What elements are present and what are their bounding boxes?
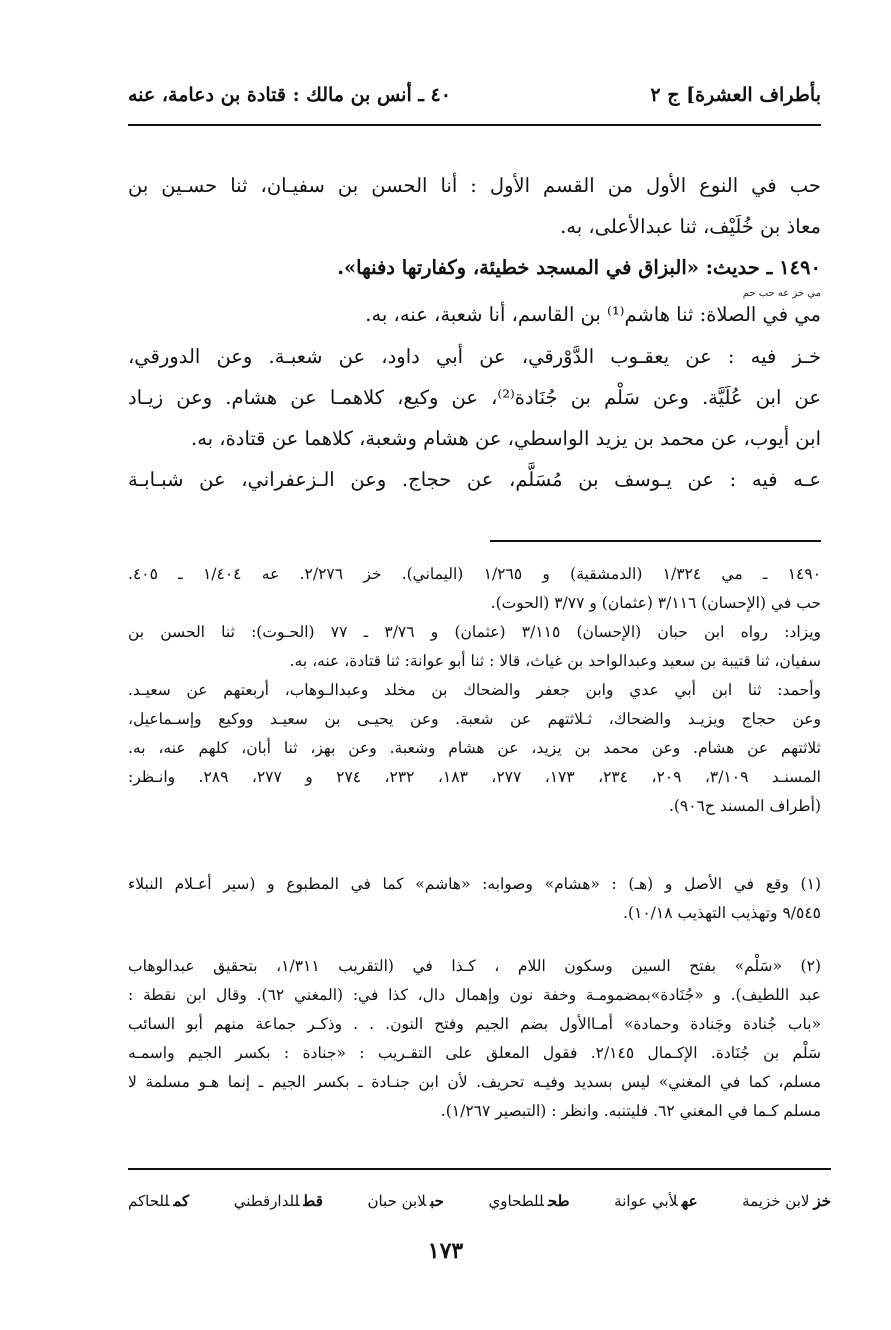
abbr-name: لابن خزيمة <box>742 1192 810 1210</box>
header-rule <box>128 124 821 126</box>
abbr-item <box>234 1192 323 1210</box>
abbr-item <box>489 1192 570 1210</box>
abbr-name: للحاكم <box>128 1192 170 1210</box>
header-chapter: ٤٠ ـ أنس بن مالك : قتادة بن دعامة، عنه <box>128 84 451 106</box>
abbr-name: لأبي عوانة <box>614 1192 678 1210</box>
note-line: سفيان، ثنا قتيبة بن سعيد وعبدالواحد بن غياث، قالا : ثنا أبو عوانة: ثنا قتادة، عنه، به. <box>289 652 821 670</box>
note-line: (١) وقع في الأصل و (هـ) : «هشام» وصوابه: «هاشم» كما في المطبوع و (سير أعـلام النبلاء <box>128 875 821 893</box>
text-line: معاذ بن خُلَيْف، ثنا عبدالأعلى، به. <box>560 215 821 238</box>
note-line: مسلم، كما في المغني» ليس بسديد وفيـه تحريف. لأن ابن جنـادة ـ بكسر الجيم ـ إنما هـو مسلمة لا <box>128 1073 821 1091</box>
hadith-heading: ١٤٩٠ ـ حديث: «البزاق في المسجد خطيئة، وكفارتها دفنها». <box>337 256 821 279</box>
footnote-references <box>128 560 821 821</box>
abbr-code: قط <box>303 1192 323 1210</box>
header-volume: بأطراف العشرة] ج ٢ <box>650 84 821 106</box>
text-line: حب في النوع الأول من القسم الأول : أنا الحسن بن سفيـان، ثنا حسـين بن <box>128 174 821 197</box>
footer-rule <box>128 1168 831 1170</box>
footnote-2 <box>128 952 821 1126</box>
text-line: خـز فيه : عن يعقـوب الدَّوْرقي، عن أبي داود، عن شعبـة. وعن الدورقي، <box>128 345 821 368</box>
abbr-item <box>367 1192 444 1210</box>
margin-note: مي خز عه حب حم <box>742 288 821 299</box>
note-line: وأحمد: ثنا ابن أبي عدي وابن جعفر والضحاك بن مخلد وعبدالـوهاب، أربعتهم عن سعيـد. <box>128 681 821 699</box>
abbr-code: خز <box>813 1192 831 1210</box>
abbr-code: كم <box>173 1192 190 1210</box>
note-line: عبد اللطيف). و «جُنَادة»بمضمومـة وخفة نون وإهمال دال، كذا في: (المغني ٦٢). وقال ابن نقطة : <box>128 986 821 1004</box>
abbr-name: لابن حبان <box>367 1192 427 1210</box>
note-line: «باب جُنادة وجَنادة وحمادة» أمـاالأول بضم الجيم وفتح النون. . . وذكـر جماعة منهم أبو السائب <box>128 1015 821 1033</box>
note-line: سَلْم بن جُنَادة. الإكـمال ٢/١٤٥. فقول المعلق على التقـريب : «جنادة : بكسر الجيم واسمـه <box>128 1044 821 1062</box>
text-line: عن ابن عُلَيَّة. وعن سَلْم بن جُنَادة⁽²⁾، عن وكيع، كلاهمـا عن هشام. وعن زيـاد <box>128 386 821 409</box>
note-line: ويزاد: رواه ابن حبان (الإحسان) ٣/١١٥ (عثمان) و ٣/٧٦ ـ ٧٧ (الحـوت): ثنا الحسن بن <box>128 623 821 641</box>
abbr-item <box>742 1192 831 1210</box>
abbreviations-legend <box>128 1186 831 1216</box>
note-line: مسلم كـما في المغني ٦٢. فليتنبه. وانظر : (التبصير ١/٢٦٧). <box>440 1102 821 1120</box>
page-number: ١٧٣ <box>427 1238 464 1264</box>
abbr-code: طح <box>548 1192 570 1210</box>
abbr-name: للطحاوي <box>488 1192 544 1210</box>
abbr-item <box>614 1192 697 1210</box>
abbr-code: حب <box>430 1192 444 1210</box>
text-line: عـه فيه : عن يـوسف بن مُسَلَّم، عن حجاج. وعن الـزعفراني، عن شبـابـة <box>128 468 821 491</box>
note-line: (٢) «سَلْم» بفتح السين وسكون اللام ، كـذا في (التقريب ١/٣١١، بتحقيق عبدالوهاب <box>128 957 821 975</box>
note-line: (أطراف المسند ح٩٠٦). <box>668 797 821 815</box>
note-line: ثلاثتهم عن هشام. وعن محمد بن يزيد، عن هشام وشعبة. وعن بهز، ثنا أبان، كلهم عنه، به. <box>128 739 821 757</box>
running-header <box>128 78 821 112</box>
main-text <box>128 165 821 500</box>
abbr-item <box>128 1192 189 1210</box>
note-line: وعن حجاج ويزيـد والضحاك، ثـلاثتهم عن شعبة. وعن يحيـى بن سعيـد ووكيع وإسـماعيل، <box>128 710 821 728</box>
note-line: ٩/٥٤٥ وتهذيب التهذيب ١٠/١٨). <box>623 904 821 922</box>
note-line: حب في (الإحسان) ٣/١١٦ (عثمان) و ٣/٧٧ (الحوت). <box>490 594 821 612</box>
footnote-1 <box>128 870 821 928</box>
footnote-separator <box>490 540 821 542</box>
note-line: المسنـد ٣/١٠٩، ٢٠٩، ٢٣٤، ١٧٣، ٢٧٧، ١٨٣، ٢٣٢، ٢٧٤ و ٢٧٧، ٢٨٩. وانـظر: <box>128 768 821 786</box>
abbr-name: للدارقطني <box>233 1192 300 1210</box>
note-line: ١٤٩٠ ـ مي ١/٣٢٤ (الدمشقية) و ١/٢٦٥ (اليماني). خز ٢/٢٧٦. عه ١/٤٠٤ ـ ٤٠٥. <box>128 565 821 583</box>
text-line: ابن أيوب، عن محمد بن يزيد الواسطي، عن هشام وشعبة، كلاهما عن قتادة، به. <box>191 427 821 450</box>
abbr-code: عه <box>681 1192 698 1210</box>
text-line: مي في الصلاة: ثنا هاشم⁽¹⁾ بن القاسم، أنا شعبة، عنه، به. <box>365 303 821 326</box>
